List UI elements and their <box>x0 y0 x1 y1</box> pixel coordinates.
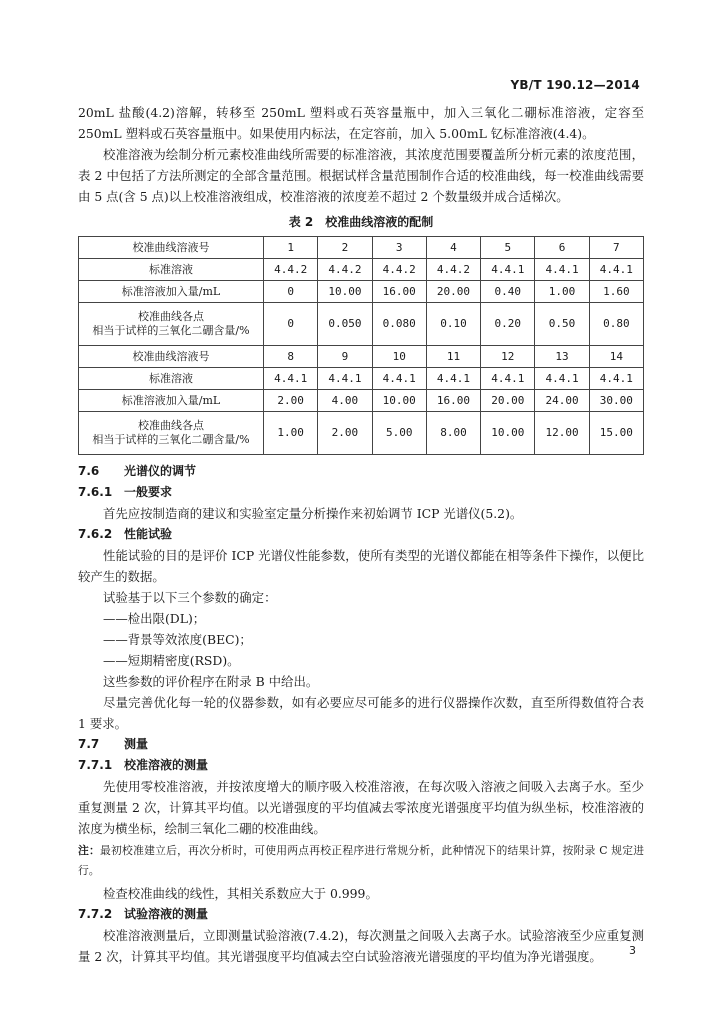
volume-row <box>79 390 644 412</box>
table-cell: 12 <box>481 346 535 368</box>
row-label: 校准曲线溶液号 <box>79 237 264 259</box>
table-cell: 10 <box>372 346 426 368</box>
table-cell: 10.00 <box>318 281 372 303</box>
calibration-table <box>78 236 644 455</box>
section-title: 性能试验 <box>124 527 173 541</box>
table-cell: 15.00 <box>589 412 643 455</box>
table-cell: 0.050 <box>318 303 372 346</box>
section-heading-7-7-2 <box>78 904 644 925</box>
table-cell: 0.10 <box>426 303 480 346</box>
row-label: 标准溶液加入量/mL <box>79 281 264 303</box>
solution-number-row <box>79 237 644 259</box>
table-cell: 4.4.2 <box>318 259 372 281</box>
table-cell: 4.4.1 <box>372 368 426 390</box>
row-label: 标准溶液 <box>79 368 264 390</box>
parameter-list-item: ——短期精密度(RSD)。 <box>103 653 240 668</box>
table-cell: 4.4.1 <box>481 368 535 390</box>
section-heading-7-7 <box>78 734 644 755</box>
table-cell: 1 <box>264 237 318 259</box>
table-cell: 11 <box>426 346 480 368</box>
table-cell: 4.4.1 <box>589 259 643 281</box>
section-heading-7-6-1 <box>78 482 644 503</box>
table-cell: 4.4.1 <box>535 259 589 281</box>
volume-row <box>79 281 644 303</box>
table-cell: 4.4.2 <box>426 259 480 281</box>
table-cell: 4.4.1 <box>535 368 589 390</box>
paragraph-linearity-check: 检查校准曲线的线性，其相关系数应大于 0.999。 <box>103 886 378 901</box>
table-cell: 0 <box>264 303 318 346</box>
section-heading-7-7-1 <box>78 755 644 776</box>
table-cell: 5.00 <box>372 412 426 455</box>
note-text: 最初校准建立后，再次分析时，可使用两点再校正程序进行常规分析，此种情况下的结果计算，按附录 C 规定进行。 <box>78 844 645 877</box>
table-cell: 2.00 <box>264 390 318 412</box>
content-row <box>79 303 644 346</box>
table-cell: 4.00 <box>318 390 372 412</box>
table-cell: 24.00 <box>535 390 589 412</box>
standard-number: YB/T 190.12—2014 <box>510 78 640 92</box>
section-number: 7.7 <box>78 737 100 751</box>
section-number: 7.6.1 <box>78 485 113 499</box>
section-number: 7.6.2 <box>78 527 113 541</box>
table-cell: 0 <box>264 281 318 303</box>
paragraph-7-7-2: 校准溶液测量后，立即测量试验溶液(7.4.2)，每次测量之间吸入去离子水。试验溶液至少应重复测量 2 次，计算其平均值。其光谱强度平均值减去空白试验溶液光谱强度的平均值为净光谱强度。 <box>78 928 644 964</box>
table-cell: 4.4.1 <box>481 259 535 281</box>
table-cell: 7 <box>589 237 643 259</box>
standard-solution-row <box>79 368 644 390</box>
standard-solution-row <box>79 259 644 281</box>
table-cell: 1.00 <box>264 412 318 455</box>
parameter-list-item: ——背景等效浓度(BEC)； <box>103 632 252 647</box>
row-label-line: 校准曲线各点 <box>138 419 204 432</box>
table-cell: 5 <box>481 237 535 259</box>
row-label-line: 校准曲线各点 <box>138 310 204 323</box>
row-label <box>79 303 264 346</box>
row-label <box>79 412 264 455</box>
paragraph-intro-1: 20mL 盐酸(4.2)溶解，转移至 250mL 塑料或石英容量瓶中，加入三氧化二硼标准溶液，定容至 250mL 塑料或石英容量瓶中。如果使用内标法，在定容前，加入 5.00mL 钇标准溶液(4.4)。 <box>78 105 644 141</box>
row-label: 标准溶液加入量/mL <box>79 390 264 412</box>
table-cell: 0.20 <box>481 303 535 346</box>
table-cell: 2 <box>318 237 372 259</box>
table-title: 表 2 校准曲线溶液的配制 <box>288 215 434 229</box>
table-cell: 4.4.2 <box>372 259 426 281</box>
section-title: 一般要求 <box>124 485 173 499</box>
row-label: 标准溶液 <box>79 259 264 281</box>
table-cell: 20.00 <box>426 281 480 303</box>
table-cell: 10.00 <box>372 390 426 412</box>
table-cell: 30.00 <box>589 390 643 412</box>
paragraph-intro-2: 校准溶液为绘制分析元素校准曲线所需要的标准溶液，其浓度范围要覆盖所分析元素的浓度范围，表 2 中包括了方法所测定的全部含量范围。根据试样含量范围制作合适的校准曲线，每一校准曲线需要由 5 点(含 5 点)以上校准溶液组成，校准溶液的浓度差不超过 2 个数量级并成合适梯次。 <box>78 147 644 204</box>
table-cell: 10.00 <box>481 412 535 455</box>
table-cell: 1.00 <box>535 281 589 303</box>
table-cell: 3 <box>372 237 426 259</box>
row-label-line: 相当于试样的三氧化二硼含量/% <box>92 433 250 446</box>
table-cell: 1.60 <box>589 281 643 303</box>
table-cell: 13 <box>535 346 589 368</box>
content-row <box>79 412 644 455</box>
table-cell: 14 <box>589 346 643 368</box>
table-cell: 4.4.1 <box>589 368 643 390</box>
table-cell: 8.00 <box>426 412 480 455</box>
page-number: 3 <box>629 944 636 957</box>
solution-number-row <box>79 346 644 368</box>
section-title: 测量 <box>124 737 149 751</box>
section-number: 7.6 <box>78 464 100 478</box>
table-cell: 4.4.1 <box>318 368 372 390</box>
table-cell: 4.4.2 <box>264 259 318 281</box>
table-cell: 8 <box>264 346 318 368</box>
table-cell: 2.00 <box>318 412 372 455</box>
note <box>78 841 644 881</box>
table-cell: 4.4.1 <box>426 368 480 390</box>
paragraph-7-6-2-b: 试验基于以下三个参数的确定： <box>103 590 277 605</box>
table-cell: 0.50 <box>535 303 589 346</box>
table-cell: 6 <box>535 237 589 259</box>
section-title: 试验溶液的测量 <box>124 907 209 921</box>
paragraph-7-6-2-c: 这些参数的评价程序在附录 B 中给出。 <box>103 674 319 689</box>
section-number: 7.7.1 <box>78 758 113 772</box>
table-cell: 16.00 <box>372 281 426 303</box>
table-cell: 20.00 <box>481 390 535 412</box>
paragraph-7-6-2-a: 性能试验的目的是评价 ICP 光谱仪性能参数，使所有类型的光谱仪都能在相等条件下操作，以便比较产生的数据。 <box>78 548 644 584</box>
table-cell: 0.080 <box>372 303 426 346</box>
section-title: 校准溶液的测量 <box>124 758 209 772</box>
paragraph-7-7-1: 先使用零校准溶液，并按浓度增大的顺序吸入校准溶液，在每次吸入溶液之间吸入去离子水。至少重复测量 2 次，计算其平均值。以光谱强度的平均值减去零浓度光谱强度平均值为纵坐标，校准溶液的浓度为横坐标，绘制三氧化二硼的校准曲线。 <box>78 779 644 836</box>
page-content <box>78 102 644 967</box>
table-cell: 0.40 <box>481 281 535 303</box>
table-cell: 4 <box>426 237 480 259</box>
section-title: 光谱仪的调节 <box>124 464 197 478</box>
table-cell: 12.00 <box>535 412 589 455</box>
note-label: 注： <box>78 844 101 857</box>
parameter-list-item: ——检出限(DL)； <box>103 611 206 626</box>
section-heading-7-6 <box>78 461 644 482</box>
row-label-line: 相当于试样的三氧化二硼含量/% <box>92 324 250 337</box>
table-cell: 9 <box>318 346 372 368</box>
section-heading-7-6-2 <box>78 524 644 545</box>
table-cell: 16.00 <box>426 390 480 412</box>
row-label: 校准曲线溶液号 <box>79 346 264 368</box>
table-cell: 0.80 <box>589 303 643 346</box>
table-cell: 4.4.1 <box>264 368 318 390</box>
paragraph-7-6-1: 首先应按制造商的建议和实验室定量分析操作来初始调节 ICP 光谱仪(5.2)。 <box>103 506 523 521</box>
paragraph-7-6-2-d: 尽量完善优化每一轮的仪器参数，如有必要应尽可能多的进行仪器操作次数，直至所得数值符合表 1 要求。 <box>78 695 644 731</box>
section-number: 7.7.2 <box>78 907 113 921</box>
